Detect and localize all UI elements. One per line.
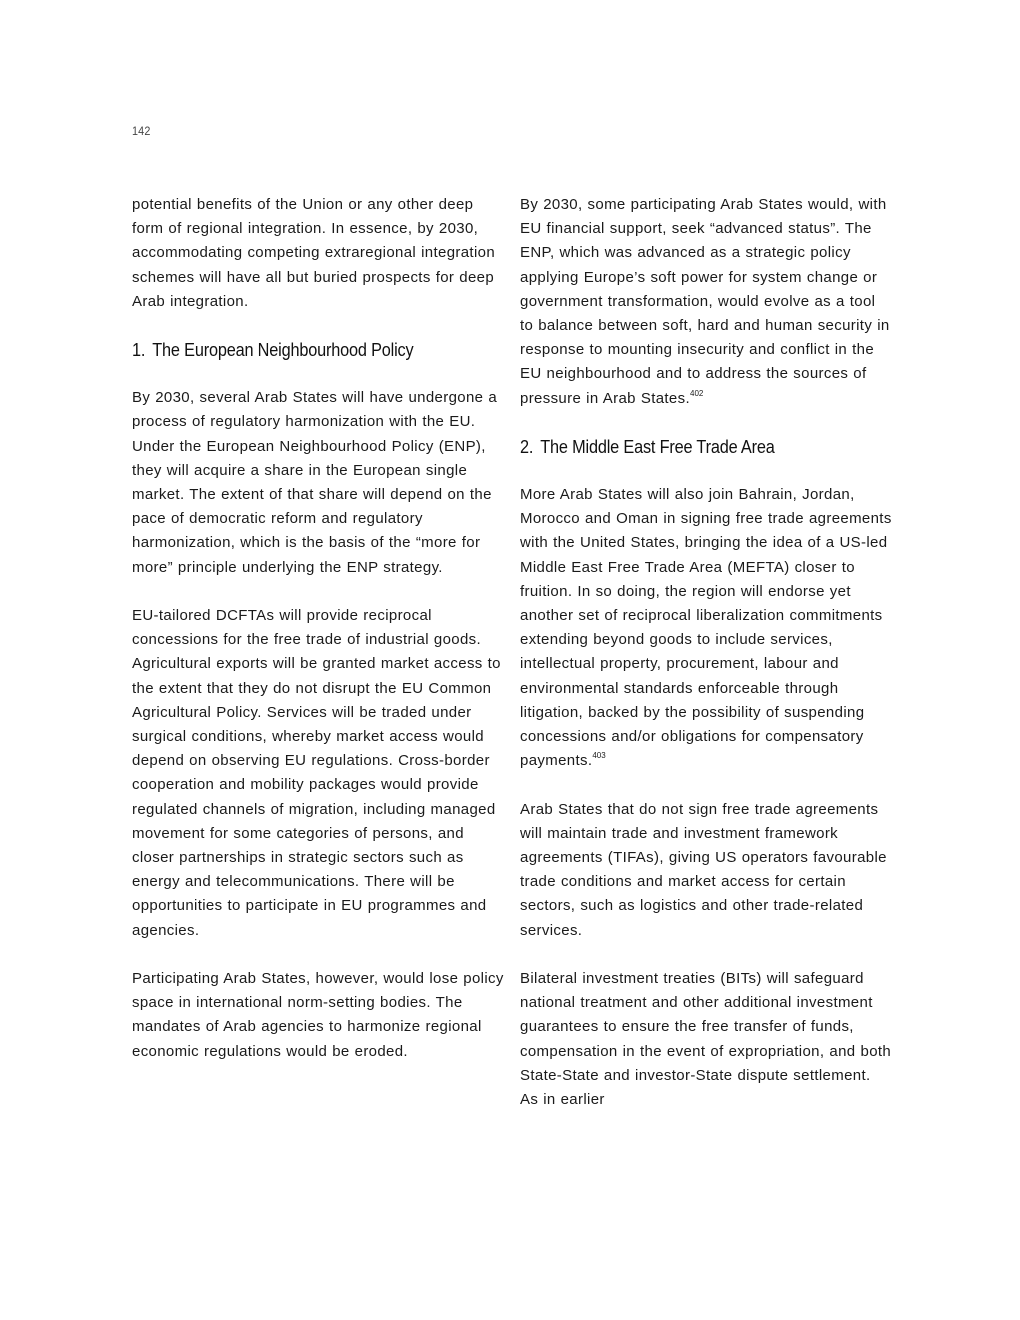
footnote-ref[interactable]: 403 [592,751,606,761]
paragraph-bits: Bilateral investment treaties (BITs) will safeguard national treatment and other additional investment guarantees to ensure the free transfer of funds, compensation in the event of expropriation, and both State-State and investor-State dispute settlement. As in earlier [520,970,892,1109]
right-column [520,193,892,1136]
section-title: The Middle East Free Trade Area [540,436,775,458]
paragraph-enp: By 2030, several Arab States will have undergone a process of regulatory harmonization with the EU. Under the European Neighbourhood Policy (ENP), they will acquire a share in the European single market. The extent of that share will depend on the pace of democratic reform and regulatory harmonization, which is the basis of the “more for more” principle underlying the ENP strategy. [132,389,498,576]
footnote-ref[interactable]: 402 [690,388,704,398]
section-heading-mefta [520,435,847,459]
section-heading-enp [132,338,459,362]
paragraph-mefta [520,483,892,773]
paragraph-tifa: Arab States that do not sign free trade agreements will maintain trade and investment framework agreements (TIFAs), giving US operators favourable trade conditions and market access for certain sectors, such as logistics and other trade-related services. [520,800,887,939]
paragraph-dcfta: EU-tailored DCFTAs will provide reciprocal concessions for the free trade of industrial goods. Agricultural exports will be granted market access to the extent that they do not disrupt the EU Common Agricultural Policy. Services will be traded under surgical conditions, whereby market access would depend on observing EU regulations. Cross-border cooperation and mobility packages would provide regulated channels of migration, including managed movement for some categories of persons, and closer partnerships in strategic sectors such as energy and telecommunications. There will be opportunities to participate in EU programmes and agencies. [132,607,501,939]
paragraph-intro: potential benefits of the Union or any other deep form of regional integration. In essence, by 2030, accommodating competing extraregional integration schemes will have all but buried prospects for deep Arab integration. [132,196,496,310]
section-title: The European Neighbourhood Policy [152,339,414,361]
section-number: 2. [520,436,534,458]
paragraph-text: More Arab States will also join Bahrain, Jordan, Morocco and Oman in signing free trade agreements with the United States, bringing the idea of a US-led Middle East Free Trade Area (MEFTA) closer to fruition. In so doing, the region will endorse yet another set of reciprocal liberalization commitments extending beyond goods to include services, intellectual property, procurement, labour and environmental standards enforceable through litigation, backed by the possibility of suspending concessions and/or obligations for compensatory payments. [520,486,892,770]
page-number: 142 [132,124,151,138]
paragraph-advanced-status [520,193,892,411]
left-column [132,193,504,1088]
section-number: 1. [132,339,146,361]
paragraph-text: By 2030, some participating Arab States would, with EU financial support, seek “advanced status”. The ENP, which was advanced as a strategic policy applying Europe’s soft power for system change or government transformation, would evolve as a tool to balance between soft, hard and human security in response to mounting insecurity and conflict in the EU neighbourhood and to address the sources of pressure in Arab States. [520,196,890,407]
paragraph-policy-space: Participating Arab States, however, would lose policy space in international norm-setting bodies. The mandates of Arab agencies to harmonize regional economic regulations would be eroded. [132,970,504,1060]
